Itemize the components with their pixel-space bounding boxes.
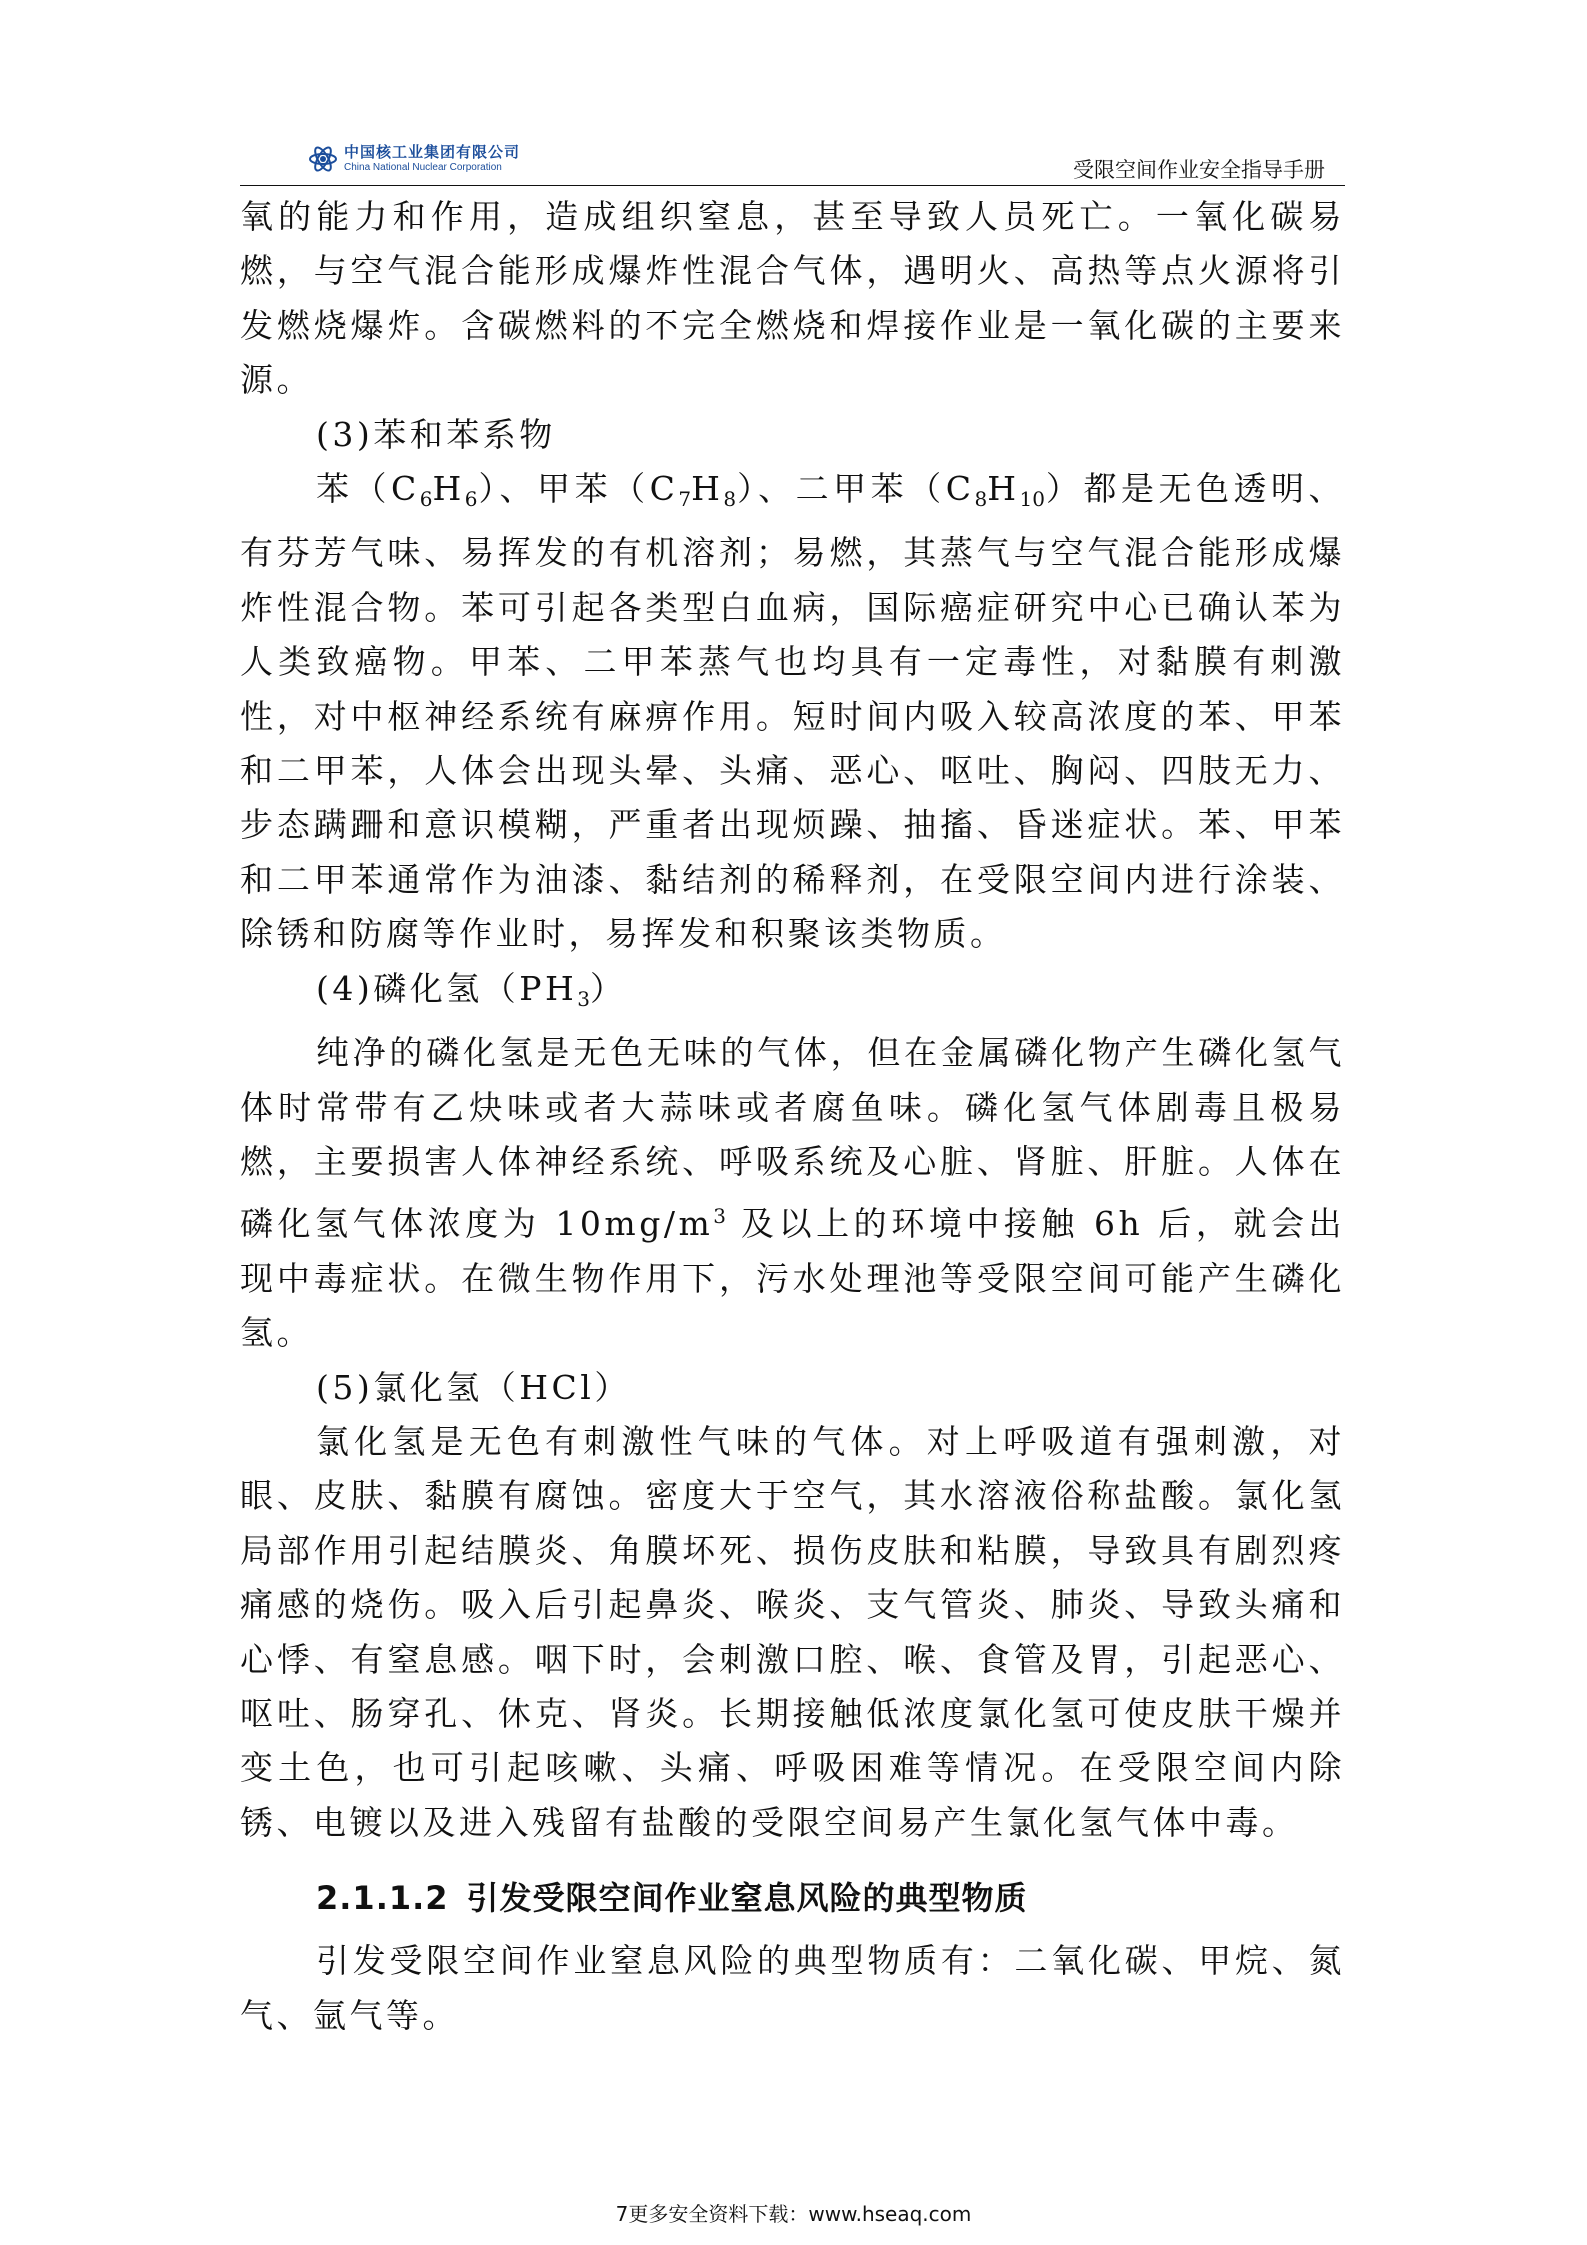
cnnc-logo-icon [308,144,338,174]
paragraph-hcl: 氯化氢是无色有刺激性气味的气体。对上呼吸道有强刺激，对眼、皮肤、黏膜有腐蚀。密度大于空气，其水溶液俗称盐酸。氯化氢局部作用引起结膜炎、角膜坏死、损伤皮肤和粘膜，导致具有剧烈疼痛感的烧伤。吸入后引起鼻炎、喉炎、支气管炎、肺炎、导致头痛和心悸、有窒息感。咽下时，会刺激口腔、喉、食管及胃，引起恶心、呕吐、肠穿孔、休克、肾炎。长期接触低浓度氯化氢可使皮肤干燥并变土色，也可引起咳嗽、头痛、呼吸困难等情况。在受限空间内除锈、电镀以及进入残留有盐酸的受限空间易产生氯化氢气体中毒。 [240,1421,1345,1842]
section-heading [316,1868,1345,1928]
document-title: 受限空间作业安全指导手册 [1073,158,1325,182]
page-header [240,138,1345,186]
paragraph-co-continued: 氧的能力和作用，造成组织窒息，甚至导致人员死亡。一氧化碳易燃，与空气混合能形成爆炸性混合气体，遇明火、高热等点火源将引发燃烧爆炸。含碳燃料的不完全燃烧和焊接作业是一氧化碳的主要来源。 [240,197,1345,400]
heading-hcl: (5)氯化氢（HCl） [316,1367,631,1407]
section-title: 引发受限空间作业窒息风险的典型物质 [466,1879,1028,1918]
logo-en-text: China National Nuclear Corporation [344,162,502,173]
company-logo [308,138,520,180]
paragraph-benzene: 苯$(C_6H_6)$、甲苯$(C_7H_8)$、二甲苯$(C_8H_{10})$都是无色透明、有芬芳气味、易挥发的有机溶剂；易燃，其蒸气与空气混合能形成爆炸性混合物。苯可引起各类型白血病，国际癌症研究中心已确认苯为人类致癌物。甲苯、二甲苯蒸气也均具有一定毒性，对黏膜有刺激性，对中枢神经系统有麻痹作用。短时间内吸入较高浓度的苯、甲苯和二甲苯，人体会出现头晕、头痛、恶心、呕吐、胸闷、四肢无力、步态蹒跚和意识模糊，严重者出现烦躁、抽搐、昏迷症状。苯、甲苯和二甲苯通常作为油漆、黏结剂的稀释剂，在受限空间内进行涂装、除锈和防腐等作业时，易挥发和积聚该类物质。 [240,469,1346,954]
logo-cn-text: 中国核工业集团有限公司 [344,143,521,161]
heading-phosphine: (4)磷化氢$(PH_3)$ [316,968,627,1011]
paragraph-asphyxiants: 引发受限空间作业窒息风险的典型物质有：二氧化碳、甲烷、氮气、氩气等。 [240,1941,1345,2035]
header-divider [240,185,1345,186]
page-body [240,190,1345,2043]
heading-benzene: (3)苯和苯系物 [316,414,556,454]
section-number: 2.1.1.2 [316,1879,449,1918]
page-footer: 7更多安全资料下载：www.hseaq.com [615,2202,972,2226]
paragraph-phosphine: 纯净的磷化氢是无色无味的气体，但在金属磷化物产生磷化氢气体时常带有乙炔味或者大蒜味或者腐鱼味。磷化氢气体剧毒且极易燃，主要损害人体神经系统、呼吸系统及心脏、肾脏、肝脏。人体在磷化氢气体浓度为 $10mg/m^3$ 及以上的环境中接触 6h 后，就会出现中毒症状。在微生物作用下，污水处理池等受限空间可能产生磷化氢。 [240,1033,1346,1353]
